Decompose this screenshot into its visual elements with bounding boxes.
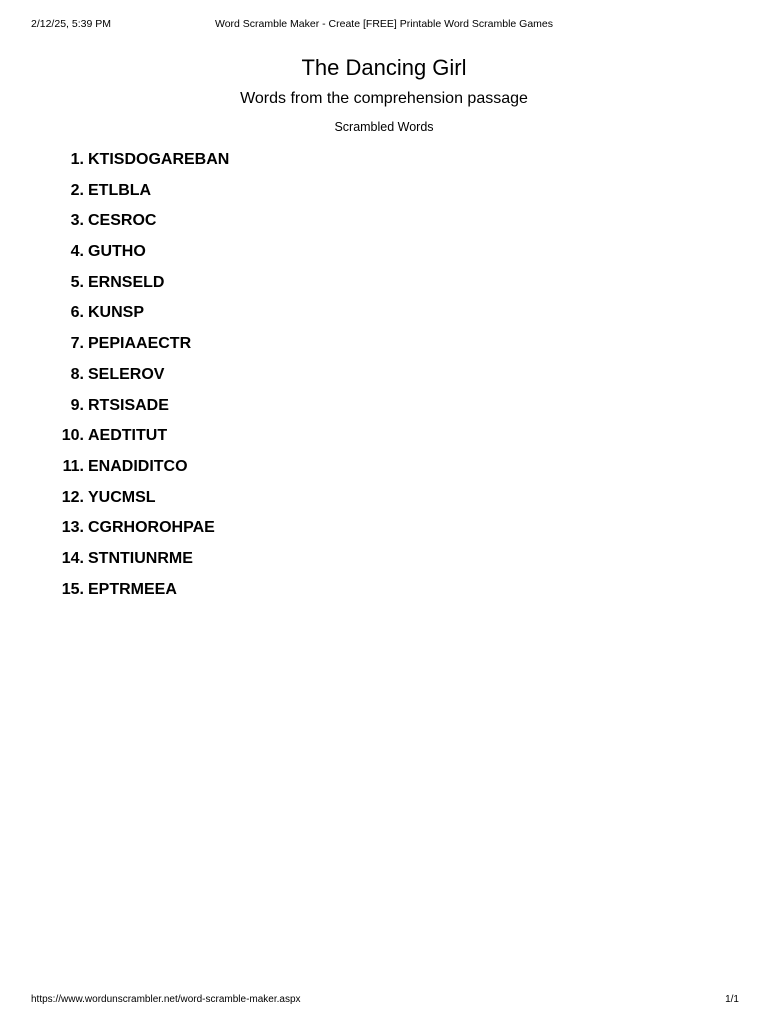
list-item xyxy=(0,364,229,395)
scrambled-word: YUCMSL xyxy=(88,488,156,506)
page-indicator: 1/1 xyxy=(725,994,739,1005)
scrambled-word: ENADIDITCO xyxy=(88,457,188,475)
scrambled-word: GUTHO xyxy=(88,243,146,261)
word-number: 13. xyxy=(61,519,84,537)
list-item xyxy=(0,425,229,456)
list-item xyxy=(0,333,229,364)
list-item xyxy=(0,272,229,303)
print-footer xyxy=(0,994,768,1008)
list-item xyxy=(0,548,229,579)
word-number: 7. xyxy=(70,335,84,353)
list-item xyxy=(0,517,229,548)
print-header xyxy=(0,18,768,34)
scrambled-word: ETLBLA xyxy=(88,181,152,199)
word-number: 12. xyxy=(61,488,84,506)
print-document-title: Word Scramble Maker - Create [FREE] Printable Word Scramble Games xyxy=(214,18,554,30)
word-number: 10. xyxy=(61,427,84,445)
scrambled-word: STNTIUNRME xyxy=(88,549,193,567)
word-number: 11. xyxy=(62,457,84,475)
list-item xyxy=(0,149,229,180)
scrambled-word: SELEROV xyxy=(88,365,165,383)
word-number: 8. xyxy=(70,365,84,383)
word-number: 9. xyxy=(70,396,84,414)
scrambled-word: CGRHOROHPAE xyxy=(88,519,215,537)
word-number: 14. xyxy=(61,549,84,567)
word-number: 2. xyxy=(70,181,84,199)
word-number: 6. xyxy=(70,304,84,322)
word-number: 1. xyxy=(70,151,84,168)
word-number: 5. xyxy=(70,273,84,291)
list-item xyxy=(0,180,229,211)
scrambled-word: ERNSELD xyxy=(88,273,165,291)
scrambled-word: CESROC xyxy=(88,212,157,230)
list-item xyxy=(0,302,229,333)
word-number: 4. xyxy=(70,243,84,261)
print-datetime: 2/12/25, 5:39 PM xyxy=(31,18,111,30)
scrambled-word: AEDTITUT xyxy=(88,427,168,445)
list-item xyxy=(0,241,229,272)
scrambled-word: RTSISADE xyxy=(88,396,169,414)
word-number: 15. xyxy=(61,580,84,598)
worksheet-subtitle: Words from the comprehension passage xyxy=(240,90,528,107)
scrambled-word: EPTRMEEA xyxy=(88,580,177,598)
scrambled-word-list xyxy=(0,149,229,609)
scrambled-word: KUNSP xyxy=(88,304,145,322)
word-number: 3. xyxy=(70,212,84,230)
scrambled-word: PEPIAAECTR xyxy=(88,335,192,353)
list-item xyxy=(0,487,229,518)
scrambled-word: KTISDOGAREBAN xyxy=(88,151,230,168)
list-item xyxy=(0,395,229,426)
section-label: Scrambled Words xyxy=(334,120,434,134)
print-url: https://www.wordunscrambler.net/word-scramble-maker.aspx xyxy=(31,994,301,1005)
worksheet-title: The Dancing Girl xyxy=(301,55,467,80)
list-item xyxy=(0,210,229,241)
list-item xyxy=(0,456,229,487)
list-item xyxy=(0,579,229,610)
